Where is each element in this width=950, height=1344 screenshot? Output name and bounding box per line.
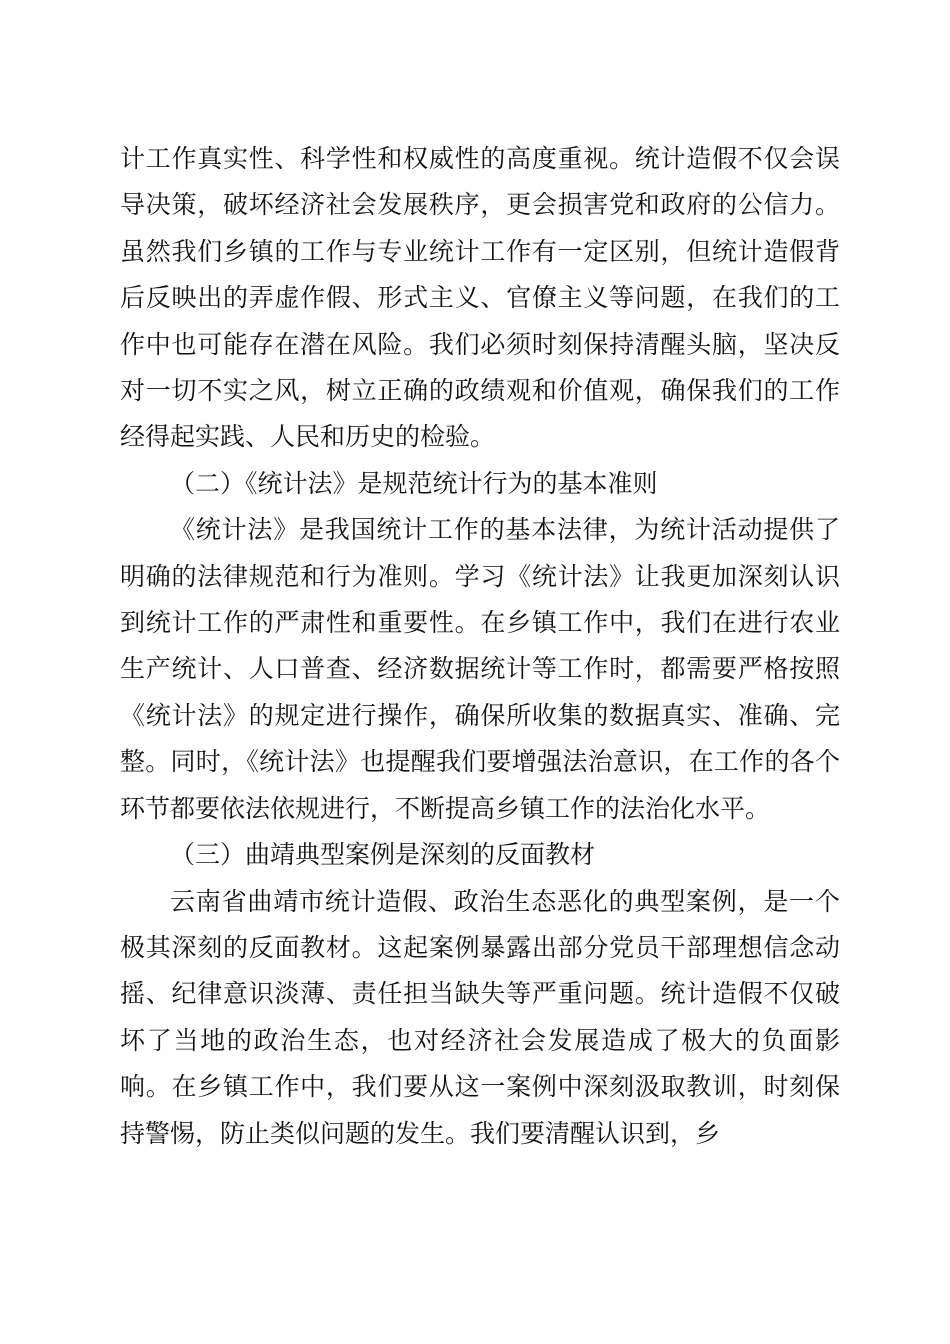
paragraph-continued: 计工作真实性、科学性和权威性的高度重视。统计造假不仅会误导决策，破坏经济社会发展秩序，更会损害党和政府的公信力。虽然我们乡镇的工作与专业统计工作有一定区别，但统计造假背后反映出的弄虚作假、形式主义、官僚主义等问题，在我们的工作中也可能存在潜在风险。我们必须时刻保持清醒头脑，坚决反对一切不实之风，树立正确的政绩观和价值观，确保我们的工作经得起实践、人民和历史的检验。 xyxy=(120,144,840,452)
paragraph-qujing-case: 云南省曲靖市统计造假、政治生态恶化的典型案例，是一个极其深刻的反面教材。这起案例暴露出部分党员干部理想信念动摇、纪律意识淡薄、责任担当缺失等严重问题。统计造假不仅破坏了当地的政治生态，也对经济社会发展造成了极大的负面影响。在乡镇工作中，我们要从这一案例中深刻汲取教训，时刻保持警惕，防止类似问题的发生。我们要清醒认识到，乡 xyxy=(120,886,840,1148)
section-heading-3: （三）曲靖典型案例是深刻的反面教材 xyxy=(170,840,596,870)
document-body xyxy=(120,136,840,1157)
section-heading-2: （二）《统计法》是规范统计行为的基本准则 xyxy=(170,468,658,498)
paragraph-statistics-law: 《统计法》是我国统计工作的基本法律，为统计活动提供了明确的法律规范和行为准则。学习《统计法》让我更加深刻认识到统计工作的严肃性和重要性。在乡镇工作中，我们在进行农业生产统计、人口普查、经济数据统计等工作时，都需要严格按照《统计法》的规定进行操作，确保所收集的数据真实、准确、完整。同时，《统计法》也提醒我们要增强法治意识，在工作的各个环节都要依法依规进行，不断提高乡镇工作的法治化水平。 xyxy=(120,515,840,823)
